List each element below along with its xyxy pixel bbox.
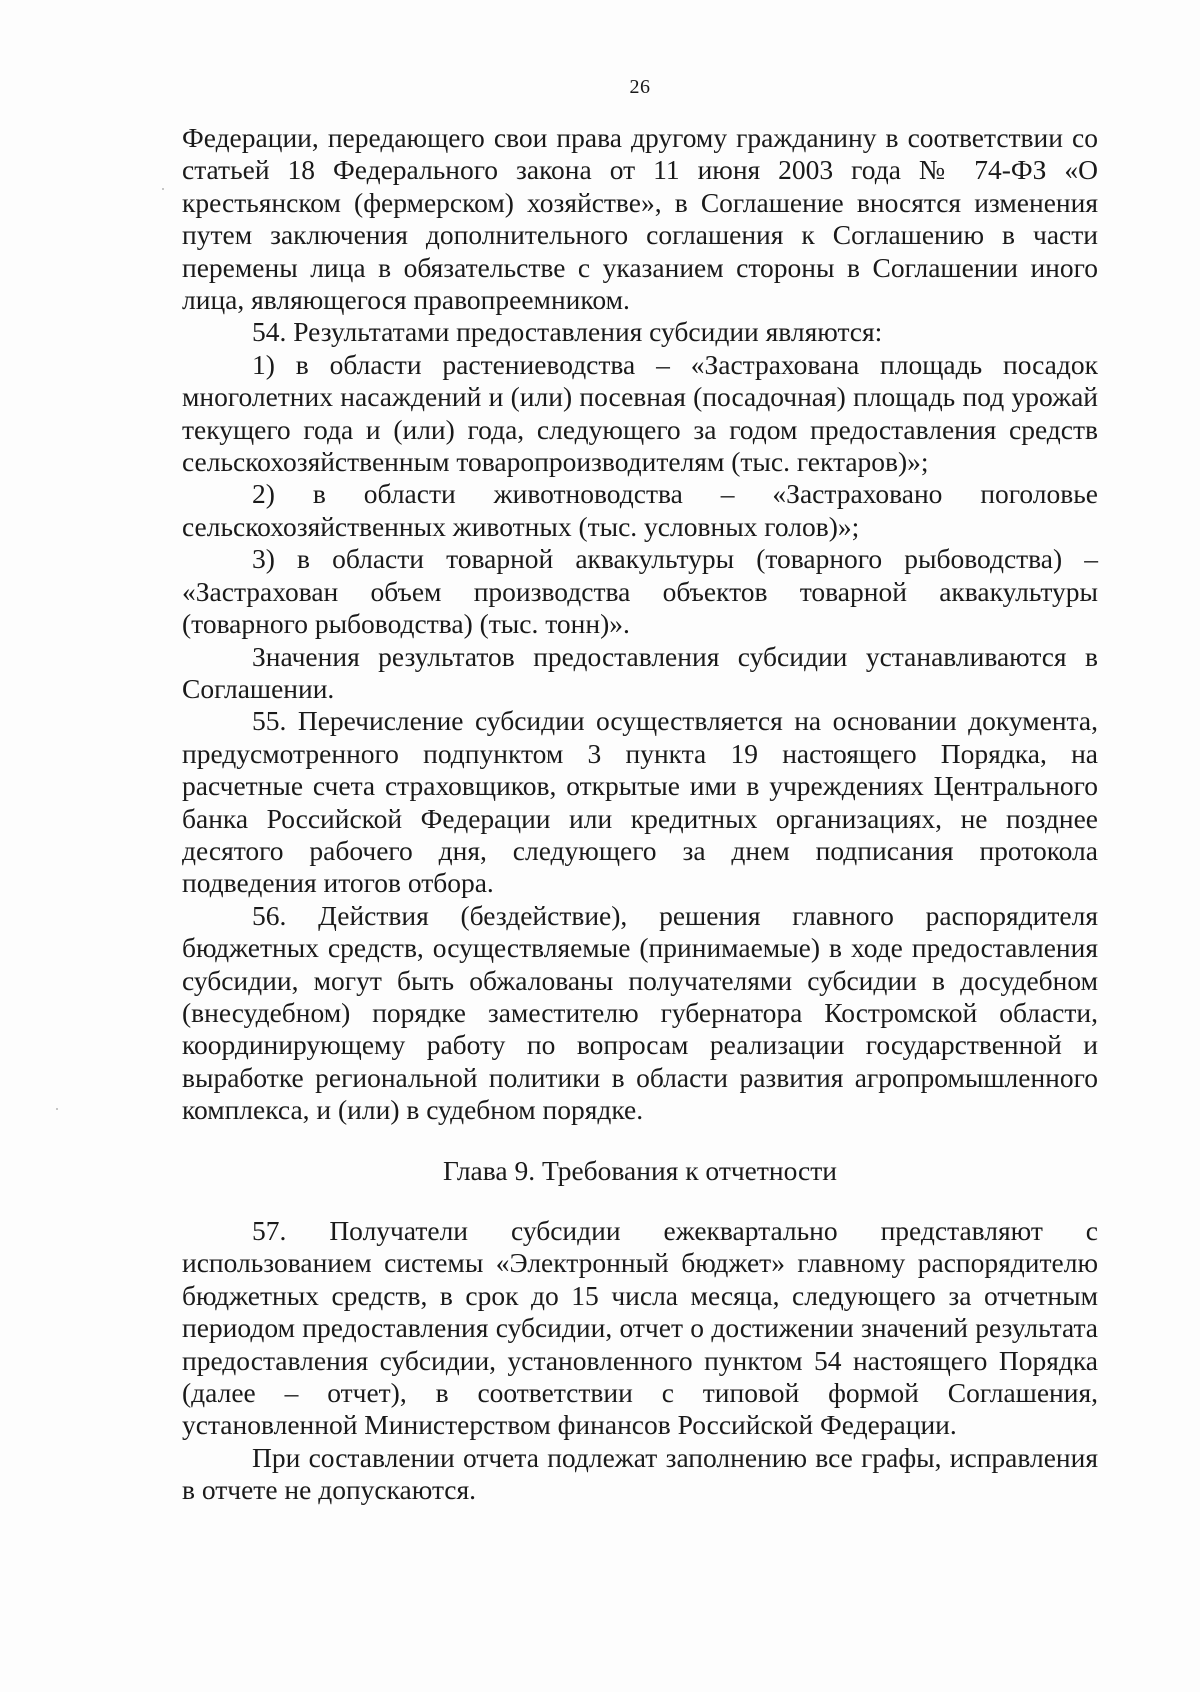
paragraph-54-values: Значения результатов предоставления субсидии устанавливаются в Соглашении. bbox=[182, 640, 1098, 704]
paragraph-54-item-2: 2) в области животноводства – «Застраховано поголовье сельскохозяйственных животных (тыс. условных голов)»; bbox=[182, 478, 1098, 542]
scan-speck bbox=[56, 1108, 58, 1110]
paragraph-54: 54. Результатами предоставления субсидии являются: bbox=[252, 316, 883, 348]
paragraph-56: 56. Действия (бездействие), решения главного распорядителя бюджетных средств, осуществляемые (принимаемые) в ходе предоставления субсидии, могут быть обжалованы получателями субсидии в досудебном (внесудебном) порядке заместителю губернатора Костромской области, координирующему работу по вопросам реализации государственной и выработке региональной политики в области развития агропромышленного комплекса, и (или) в судебном порядке. bbox=[182, 899, 1098, 1126]
paragraph-54-item-3: 3) в области товарной аквакультуры (товарного рыбоводства) – «Застрахован объем производства объектов товарной аквакультуры (товарного рыбоводства) (тыс. тонн)». bbox=[182, 543, 1098, 640]
chapter-heading: Глава 9. Требования к отчетности bbox=[443, 1154, 837, 1186]
document-body bbox=[182, 122, 1098, 1507]
paragraph-continuation: Федерации, передающего свои права другому гражданину в соответствии со статьей 18 Федерального закона от 11 июня 2003 года № 74-ФЗ «О крестьянском (фермерском) хозяйстве», в Соглашение вносятся изменения путем заключения дополнительного соглашения к Соглашению в части перемены лица в обязательстве с указанием стороны в Соглашении иного лица, являющегося правопреемником. bbox=[182, 122, 1098, 316]
scan-speck bbox=[162, 188, 164, 190]
paragraph-54-item-1: 1) в области растениеводства – «Застрахована площадь посадок многолетних насаждений и (или) посевная (посадочная) площадь под урожай текущего года и (или) года, следующего за годом предоставления средств сельскохозяйственным товаропроизводителям (тыс. гектаров)»; bbox=[182, 348, 1098, 478]
paragraph-55: 55. Перечисление субсидии осуществляется на основании документа, предусмотренного подпунктом 3 пункта 19 настоящего Порядка, на расчетные счета страховщиков, открытые ими в учреждениях Центрального банка Российской Федерации или кредитных организациях, не позднее десятого рабочего дня, следующего за днем подписания протокола подведения итогов отбора. bbox=[182, 705, 1098, 899]
paragraph-57: 57. Получатели субсидии ежеквартально представляют с использованием системы «Электронный бюджет» главному распорядителю бюджетных средств, в срок до 15 числа месяца, следующего за отчетным периодом предоставления субсидии, отчет о достижении значений результата предоставления субсидии, установленного пунктом 54 настоящего Порядка (далее – отчет), в соответствии с типовой формой Соглашения, установленной Министерством финансов Российской Федерации. bbox=[182, 1215, 1098, 1441]
paragraph-57-fill-rules: При составлении отчета подлежат заполнению все графы, исправления в отчете не допускаются. bbox=[182, 1441, 1098, 1506]
page-number: 26 bbox=[629, 76, 651, 98]
